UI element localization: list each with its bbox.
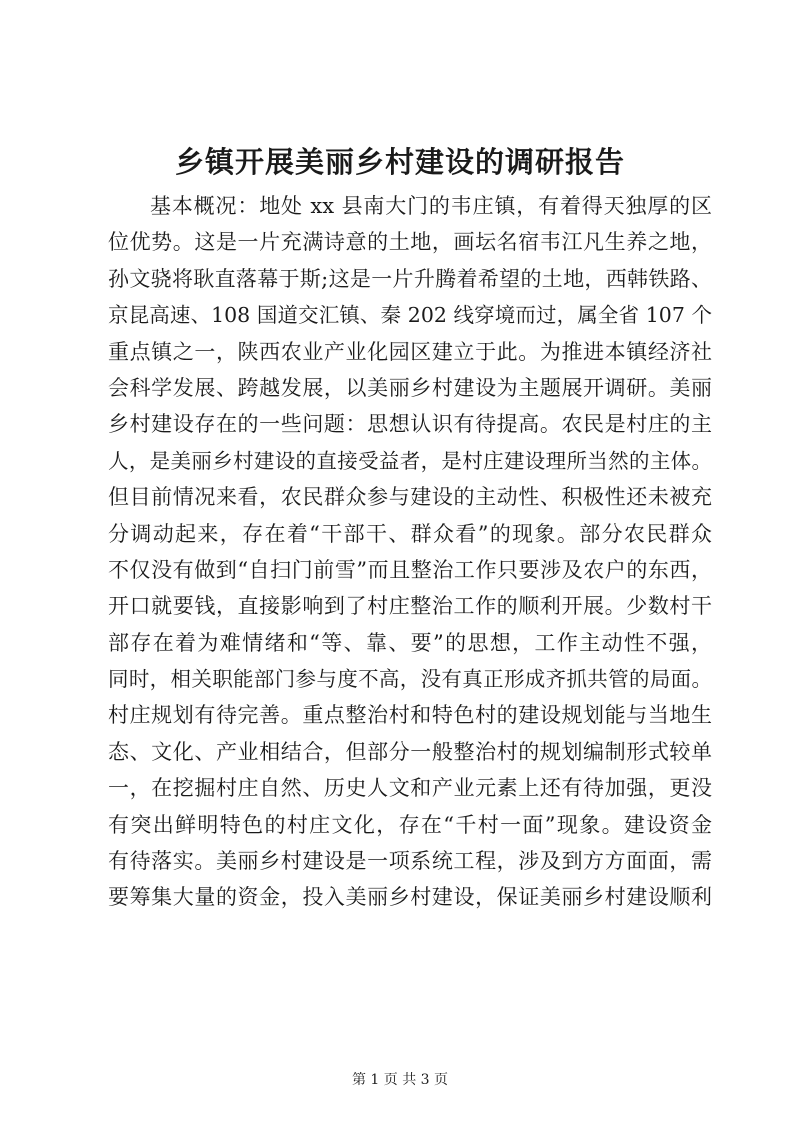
- text-line: 京昆高速、108 国道交汇镇、秦 202 线穿境而过，属全省 107 个: [108, 303, 712, 328]
- text-line: 重点镇之一，陕西农业产业化园区建立于此。为推进本镇经济社: [108, 339, 712, 364]
- document-title: 乡镇开展美丽乡村建设的调研报告: [174, 145, 625, 179]
- text-line: 有待落实。美丽乡村建设是一项系统工程，涉及到方方面面，需: [108, 849, 712, 874]
- text-line: 会科学发展、跨越发展，以美丽乡村建设为主题展开调研。美丽: [108, 375, 712, 400]
- body-paragraph: [108, 188, 712, 916]
- text-line: 同时，相关职能部门参与度不高，没有真正形成齐抓共管的局面。: [108, 667, 712, 692]
- text-line: 但目前情况来看，农民群众参与建设的主动性、积极性还未被充: [108, 485, 712, 510]
- text-line: 基本概况：地处 xx 县南大门的韦庄镇，有着得天独厚的区: [150, 194, 712, 218]
- text-line: 村庄规划有待完善。重点整治村和特色村的建设规划能与当地生: [108, 703, 712, 728]
- text-line: 态、文化、产业相结合，但部分一般整治村的规划编制形式较单: [108, 739, 712, 764]
- text-line: 位优势。这是一片充满诗意的土地，画坛名宿韦江凡生养之地，: [108, 230, 712, 255]
- text-line: 部存在着为难情绪和“等、靠、要”的思想，工作主动性不强，: [108, 630, 712, 655]
- page-number-footer: 第 1 页 共 3 页: [351, 1072, 449, 1088]
- text-line: 人，是美丽乡村建设的直接受益者，是村庄建设理所当然的主体。: [108, 448, 712, 473]
- text-line: 一，在挖掘村庄自然、历史人文和产业元素上还有待加强，更没: [108, 776, 712, 801]
- text-line: 不仅没有做到“自扫门前雪”而且整治工作只要涉及农户的东西，: [108, 557, 712, 582]
- text-line: 开口就要钱，直接影响到了村庄整治工作的顺利开展。少数村干: [108, 594, 712, 619]
- text-line: 分调动起来，存在着“干部干、群众看”的现象。部分农民群众: [108, 521, 712, 546]
- text-line: 乡村建设存在的一些问题：思想认识有待提高。农民是村庄的主: [108, 412, 712, 437]
- text-line: 有突出鲜明特色的村庄文化，存在“千村一面”现象。建设资金: [108, 812, 712, 837]
- text-line: 孙文骁将耿直落幕于斯;这是一片升腾着希望的土地，西韩铁路、: [108, 266, 712, 291]
- text-line: 要筹集大量的资金，投入美丽乡村建设，保证美丽乡村建设顺利: [108, 885, 712, 910]
